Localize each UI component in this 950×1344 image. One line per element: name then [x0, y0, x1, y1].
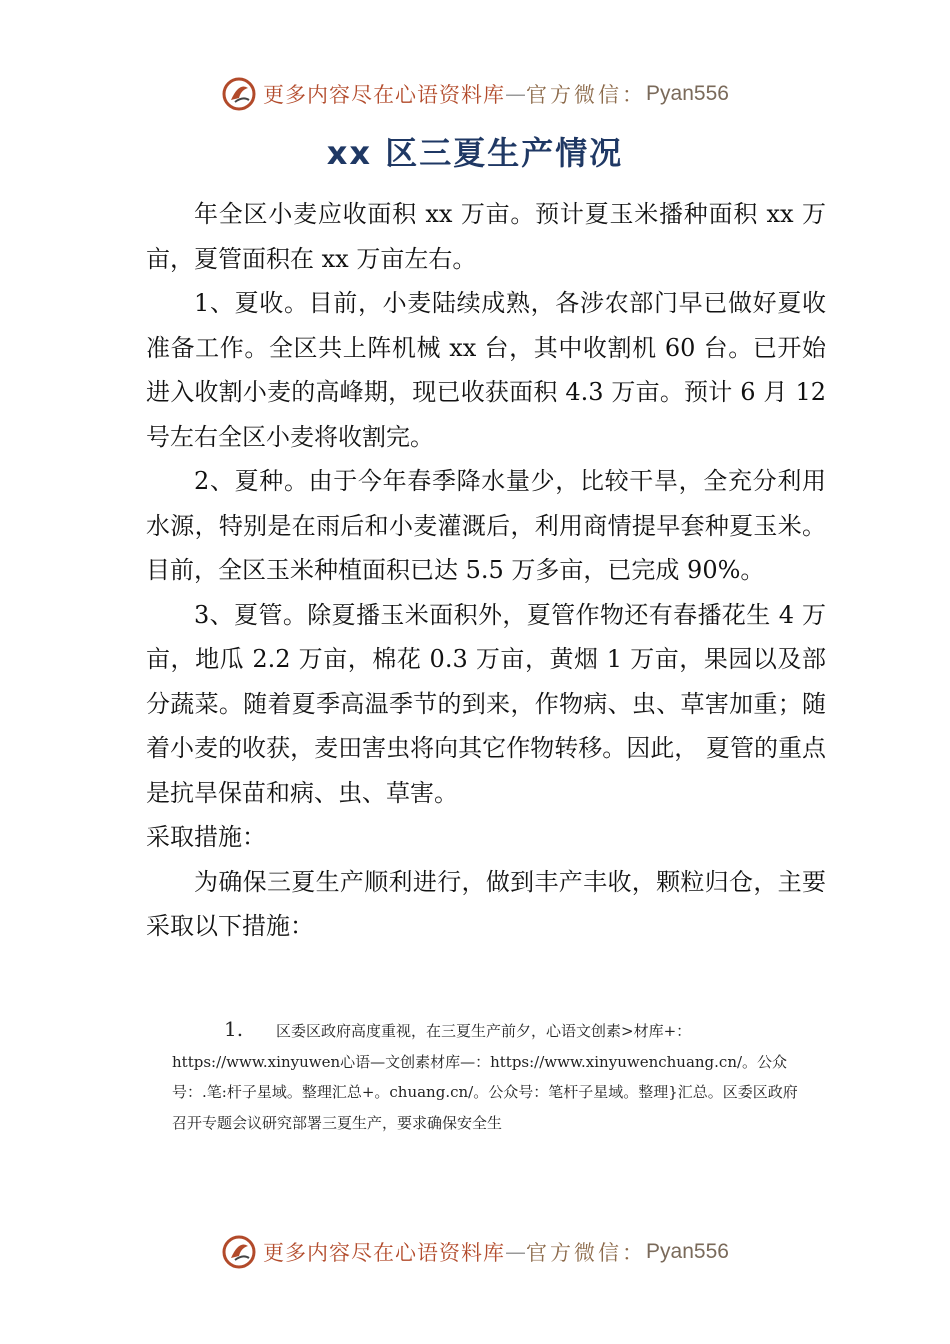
paragraph-intro: 年全区小麦应收面积 xx 万亩。预计夏玉米播种面积 xx 万亩，夏管面积在 xx 万亩左右。 [146, 200, 826, 273]
banner-separator: — [505, 82, 527, 106]
banner-text: 更多内容尽在心语资料库 [263, 83, 506, 107]
brand-logo-icon [221, 1234, 257, 1270]
list-item [172, 1014, 812, 1138]
paragraph-measures-intro: 为确保三夏生产顺利进行，做到丰产丰收，颗粒归仓，主要采取以下措施： [146, 867, 826, 940]
list-item-number: 1. [224, 1017, 244, 1041]
banner-wechat-label: 官方微信： [526, 83, 647, 107]
measures-heading: 采取措施： [146, 823, 266, 851]
paragraph-summer-management: 3、夏管。除夏播玉米面积外，夏管作物还有春播花生 4 万亩，地瓜 2.2 万亩，棉花 0.3 万亩，黄烟 1 万亩，果园以及部分蔬菜。随着夏季高温季节的到来，作物病、虫、草害加重；随着小麦的收获，麦田害虫将向其它作物转移。因此， 夏管的重点是抗旱保苗和病、虫、草害。 [146, 600, 826, 807]
banner-text: 更多内容尽在心语资料库 [263, 1241, 506, 1265]
paragraph-summer-harvest: 1、夏收。目前，小麦陆续成熟，各涉农部门早已做好夏收准备工作。全区共上阵机械 xx 台，其中收割机 60 台。已开始进入收割小麦的高峰期，现已收获面积 4.3 万亩。预计 6 月 12 号左右全区小麦将收割完。 [146, 289, 826, 451]
banner-separator: — [505, 1240, 527, 1264]
banner-wechat-id: Pyan556 [646, 82, 729, 105]
document-body [146, 192, 826, 949]
brand-logo-icon [221, 76, 257, 112]
list-item-text: 区委区政府高度重视，在三夏生产前夕，心语文创素>材库+：https://www.xinyuwen心语—文创素材库—：https://www.xinyuwenchuang.cn/。公众号：.笔:杆子星域。整理汇总+。chuang.cn/。公众号：笔杆子星域。整理}汇总。区委区政府召开专题会议研究部署三夏生产，要求确保安全生 [172, 1022, 798, 1132]
header-banner [0, 72, 950, 116]
banner-wechat-id: Pyan556 [646, 1240, 729, 1263]
footer-banner [0, 1230, 950, 1274]
paragraph-summer-planting: 2、夏种。由于今年春季降水量少，比较干旱，全充分利用水源，特别是在雨后和小麦灌溉后，利用商情提早套种夏玉米。目前，全区玉米种植面积已达 5.5 万多亩，已完成 90%。 [146, 467, 826, 584]
document-title: xx 区三夏生产情况 [326, 134, 624, 172]
banner-wechat-label: 官方微信： [526, 1241, 647, 1265]
